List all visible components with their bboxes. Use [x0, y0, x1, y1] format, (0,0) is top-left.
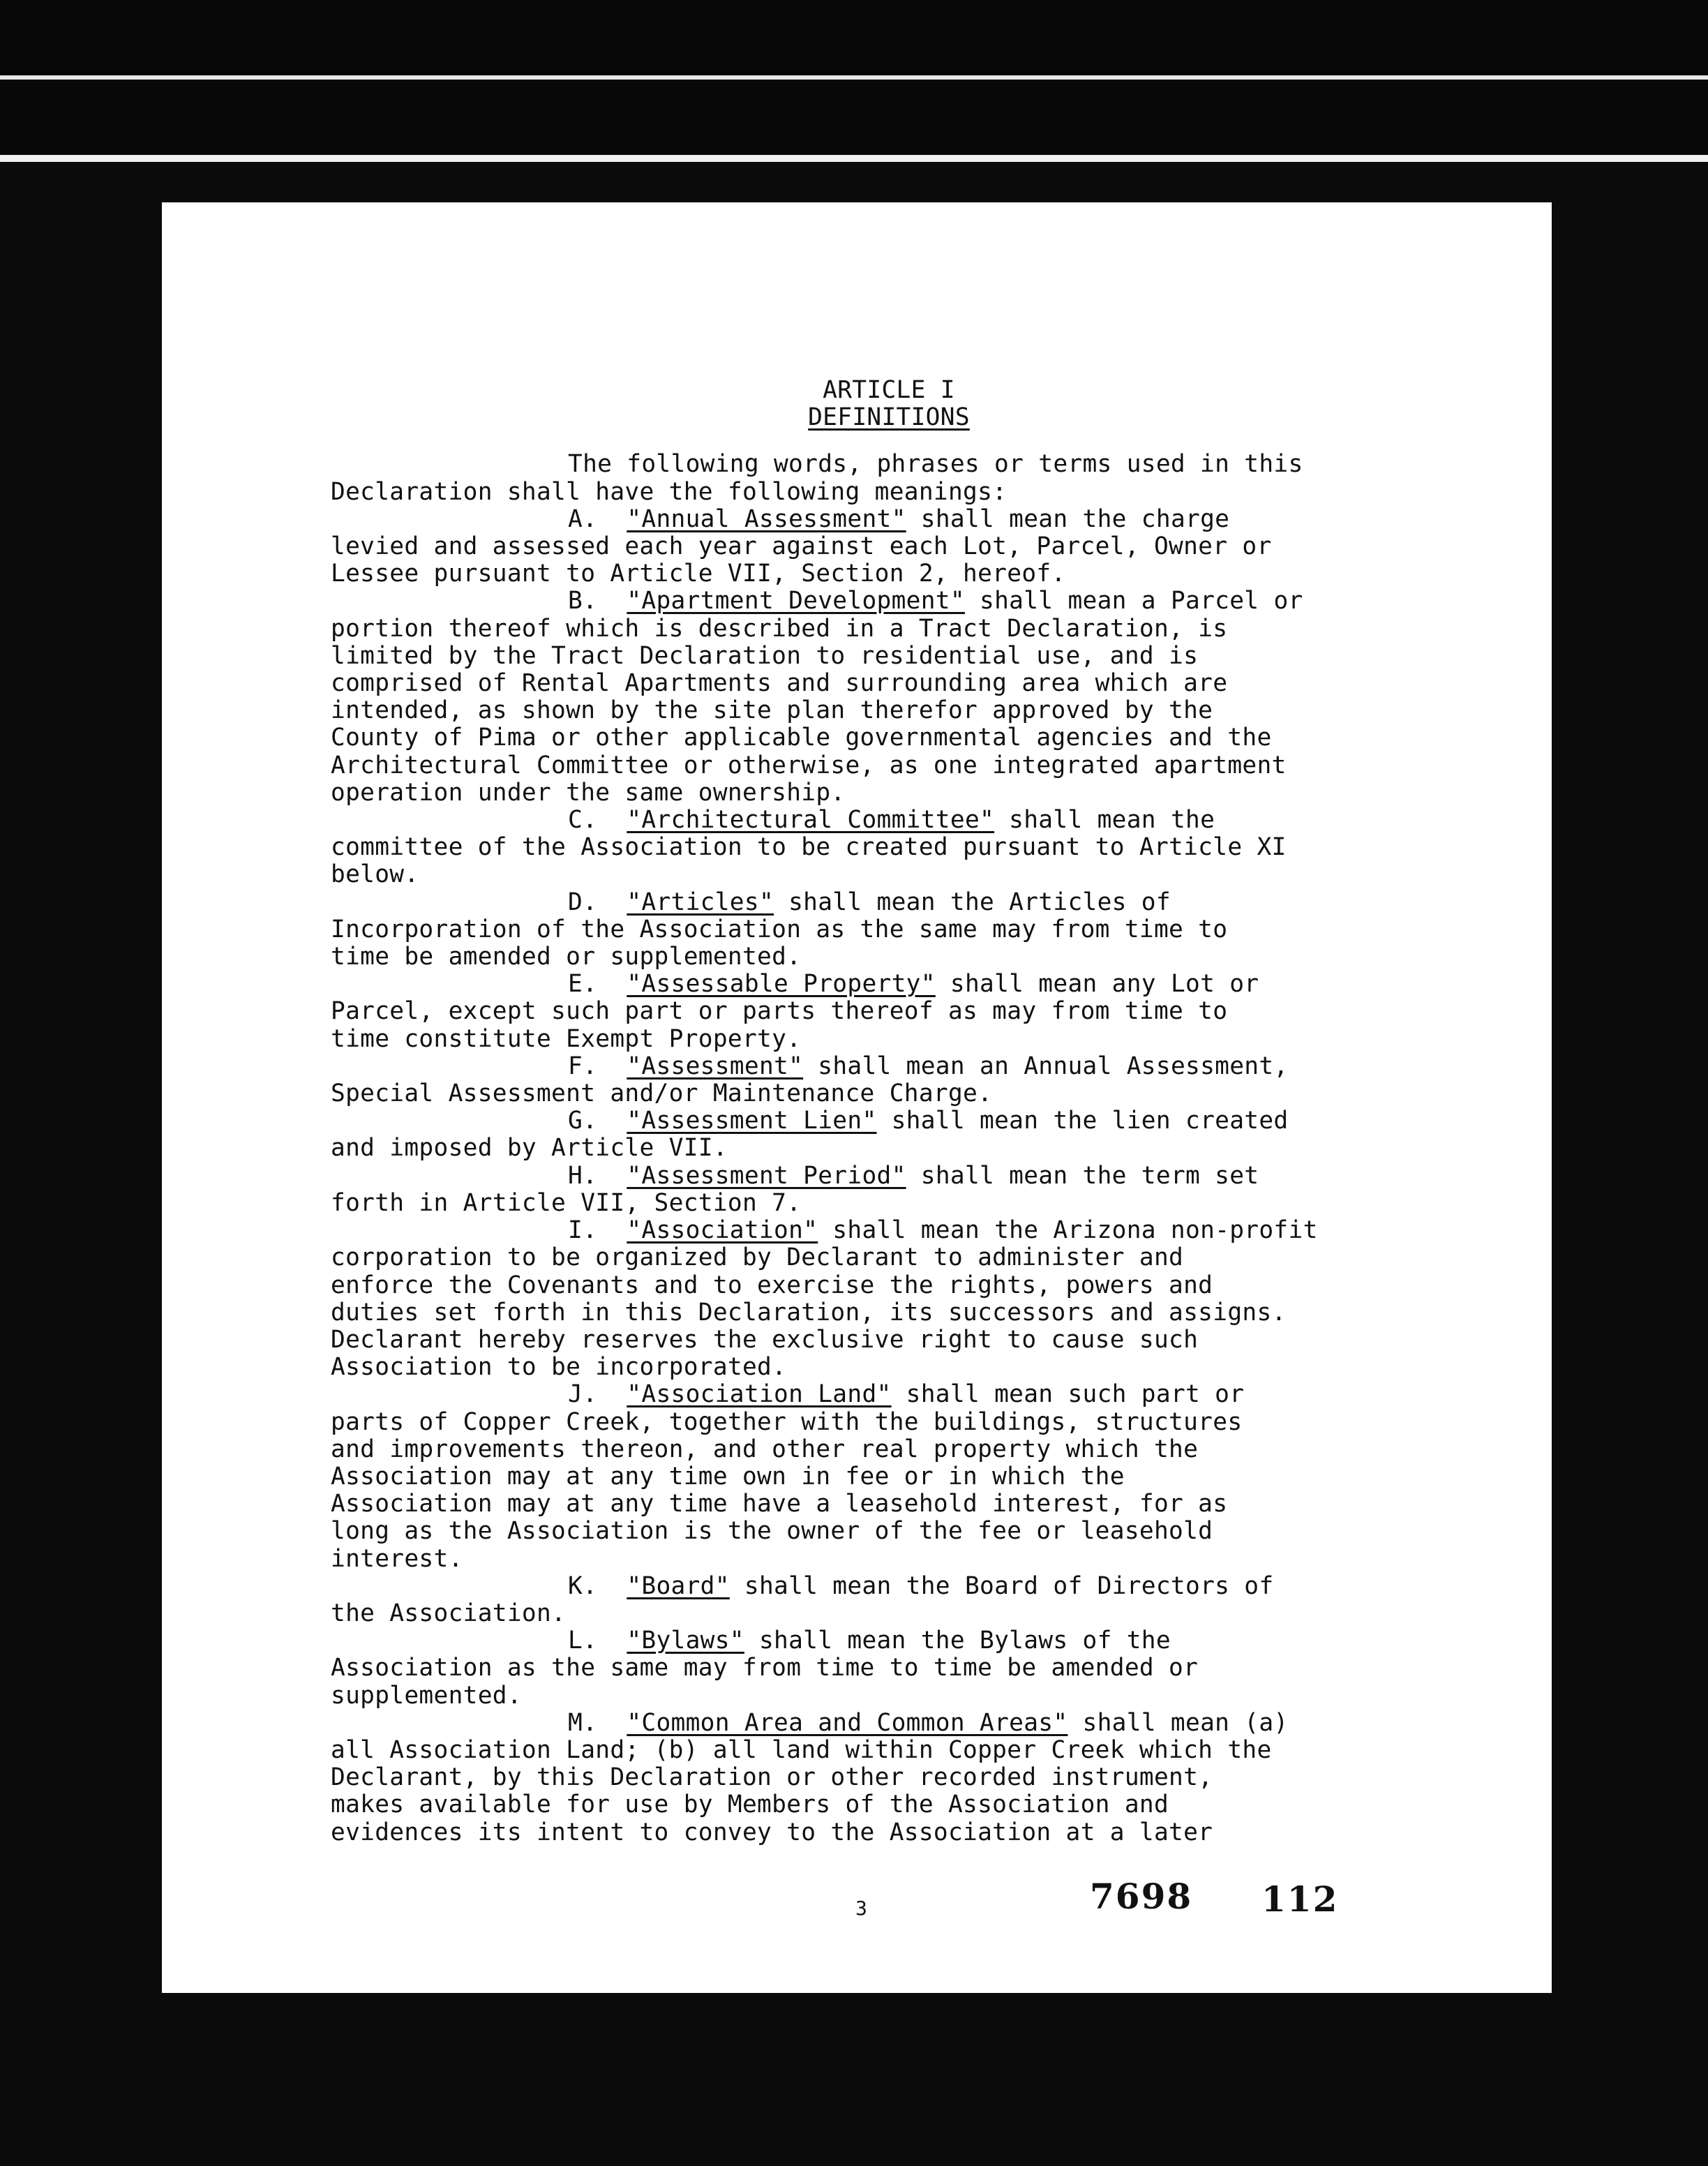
definition-paragraph — [331, 588, 1419, 807]
definition-line: interest. — [331, 1544, 463, 1573]
definition-letter: C. — [568, 806, 598, 835]
definition-letter: B. — [568, 587, 598, 615]
definition-line: supplemented. — [331, 1681, 522, 1710]
definition-first-line — [331, 1163, 1419, 1190]
article-title: ARTICLE I — [823, 376, 955, 404]
page-number: 3 — [855, 1897, 867, 1920]
definition-term: "Architectural Committee" — [627, 806, 995, 835]
definition-first-line — [331, 1217, 1419, 1244]
recording-book-number: 7698 — [1090, 1876, 1193, 1917]
definition-line: evidences its intent to convey to the Association at a later — [331, 1818, 1213, 1846]
document-body — [331, 377, 1419, 1846]
definition-first-line — [331, 889, 1419, 916]
definition-letter: A. — [568, 505, 598, 533]
definition-lead-text: shall mean the Bylaws of the — [744, 1627, 1171, 1655]
definition-line: portion thereof which is described in a Tract Declaration, is — [331, 614, 1228, 643]
definition-line: Lessee pursuant to Article VII, Section 2, hereof. — [331, 560, 1066, 588]
definition-letter: F. — [568, 1052, 598, 1080]
definition-term: "Articles" — [627, 888, 774, 916]
definition-line: the Association. — [331, 1599, 567, 1627]
definition-letter: I. — [568, 1216, 598, 1245]
definition-line: parts of Copper Creek, together with the buildings, structures — [331, 1407, 1243, 1436]
definition-line: corporation to be organized by Declarant to administer and — [331, 1243, 1184, 1272]
definition-term: "Assessable Property" — [627, 970, 936, 999]
definition-lead-text: shall mean the — [994, 806, 1215, 835]
definition-line: Association may at any time have a leasehold interest, for as — [331, 1490, 1228, 1518]
definition-paragraph — [331, 889, 1419, 971]
definition-term: "Board" — [627, 1571, 730, 1600]
definition-letter: G. — [568, 1107, 598, 1135]
definition-lead-text: shall mean such part or — [891, 1380, 1245, 1409]
definition-line: Association may at any time own in fee or in which the — [331, 1462, 1125, 1491]
definition-lead-text: shall mean a Parcel or — [964, 587, 1303, 615]
definition-lead-text: shall mean the Articles of — [774, 888, 1171, 916]
scan-top-rule — [0, 75, 1708, 80]
definition-line: Incorporation of the Association as the same may from time to — [331, 915, 1228, 943]
definition-letter: H. — [568, 1161, 598, 1190]
definition-term: "Common Area and Common Areas" — [627, 1708, 1068, 1737]
definition-line: all Association Land; (b) all land within Copper Creek which the — [331, 1735, 1272, 1764]
definition-first-line — [331, 807, 1419, 834]
definition-line: Parcel, except such part or parts thereof as may from time to — [331, 997, 1228, 1026]
definition-line: forth in Article VII, Section 7. — [331, 1188, 802, 1217]
definition-first-line — [331, 1573, 1419, 1600]
definition-letter: L. — [568, 1627, 598, 1655]
definition-term: "Apartment Development" — [627, 587, 965, 615]
definition-paragraph — [331, 807, 1419, 889]
intro-line: The following words, phrases or terms used in this — [568, 450, 1303, 479]
definition-paragraph — [331, 1710, 1419, 1846]
definition-lead-text: shall mean an Annual Assessment, — [803, 1052, 1289, 1080]
definition-line: intended, as shown by the site plan therefor approved by the — [331, 696, 1213, 725]
definition-line: Architectural Committee or otherwise, as one integrated apartment — [331, 751, 1287, 779]
definition-first-line — [331, 1053, 1419, 1080]
definition-first-line — [331, 506, 1419, 533]
definition-lead-text: shall mean the Arizona non-profit — [818, 1216, 1318, 1245]
definition-line: operation under the same ownership. — [331, 778, 846, 807]
definition-letter: J. — [568, 1380, 598, 1409]
article-subtitle: DEFINITIONS — [808, 403, 970, 432]
definition-letter: M. — [568, 1708, 598, 1737]
definition-first-line — [331, 1710, 1419, 1737]
definition-term: "Assessment Period" — [627, 1161, 906, 1190]
definition-paragraph — [331, 1053, 1419, 1107]
definition-line: Declarant hereby reserves the exclusive right to cause such — [331, 1325, 1199, 1354]
definition-term: "Annual Assessment" — [627, 505, 906, 533]
definition-lead-text: shall mean the term set — [906, 1161, 1259, 1190]
definition-term: "Association Land" — [627, 1380, 892, 1409]
definition-line: Special Assessment and/or Maintenance Charge. — [331, 1080, 993, 1108]
definition-lead-text: shall mean the charge — [906, 505, 1230, 533]
definition-lead-text: shall mean any Lot or — [935, 970, 1259, 999]
definition-line: duties set forth in this Declaration, its successors and assigns. — [331, 1298, 1287, 1327]
intro-line: Declaration shall have the following meanings: — [331, 477, 1007, 506]
definition-letter: D. — [568, 888, 598, 916]
definition-line: County of Pima or other applicable governmental agencies and the — [331, 724, 1272, 752]
definition-line: levied and assessed each year against each Lot, Parcel, Owner or — [331, 532, 1272, 561]
definition-line: comprised of Rental Apartments and surrounding area which are — [331, 669, 1228, 698]
definition-paragraph — [331, 1573, 1419, 1627]
definition-letter: E. — [568, 970, 598, 999]
definition-term: "Assessment Lien" — [627, 1107, 877, 1135]
definition-first-line — [331, 1381, 1419, 1408]
definition-paragraph — [331, 506, 1419, 588]
definition-line: time constitute Exempt Property. — [331, 1024, 802, 1053]
definitions-list — [331, 506, 1419, 1846]
definition-line: enforce the Covenants and to exercise the rights, powers and — [331, 1271, 1213, 1299]
definition-paragraph — [331, 1381, 1419, 1572]
definition-term: "Bylaws" — [627, 1627, 744, 1655]
definition-lead-text: shall mean (a) — [1068, 1708, 1289, 1737]
article-heading — [345, 377, 1433, 431]
definition-paragraph — [331, 1107, 1419, 1162]
scan-second-rule — [0, 155, 1708, 162]
definition-first-line — [331, 1627, 1419, 1655]
definition-lead-text: shall mean the lien created — [876, 1107, 1289, 1135]
definition-first-line — [331, 1107, 1419, 1135]
definition-line: and improvements thereon, and other real property which the — [331, 1435, 1199, 1463]
definition-line: Association to be incorporated. — [331, 1353, 787, 1382]
recording-page-number: 112 — [1261, 1879, 1339, 1920]
intro-paragraph — [331, 451, 1419, 505]
scan-top-band — [0, 0, 1708, 160]
definition-line: committee of the Association to be created pursuant to Article XI — [331, 833, 1287, 862]
definition-paragraph — [331, 1627, 1419, 1710]
definition-first-line — [331, 971, 1419, 998]
definition-lead-text: shall mean the Board of Directors of — [729, 1571, 1274, 1600]
definition-letter: K. — [568, 1571, 598, 1600]
definition-paragraph — [331, 1217, 1419, 1381]
definition-first-line — [331, 588, 1419, 615]
definition-line: makes available for use by Members of the Association and — [331, 1791, 1169, 1819]
definition-line: Association as the same may from time to time be amended or — [331, 1654, 1199, 1682]
definition-term: "Assessment" — [627, 1052, 804, 1080]
definition-paragraph — [331, 1163, 1419, 1217]
definition-line: below. — [331, 860, 419, 889]
definition-line: Declarant, by this Declaration or other recorded instrument, — [331, 1763, 1213, 1792]
definition-line: limited by the Tract Declaration to residential use, and is — [331, 641, 1199, 670]
definition-line: time be amended or supplemented. — [331, 943, 802, 971]
definition-line: long as the Association is the owner of the fee or leasehold — [331, 1517, 1213, 1546]
definition-line: and imposed by Article VII. — [331, 1134, 728, 1163]
definition-paragraph — [331, 971, 1419, 1053]
definition-term: "Association" — [627, 1216, 818, 1245]
